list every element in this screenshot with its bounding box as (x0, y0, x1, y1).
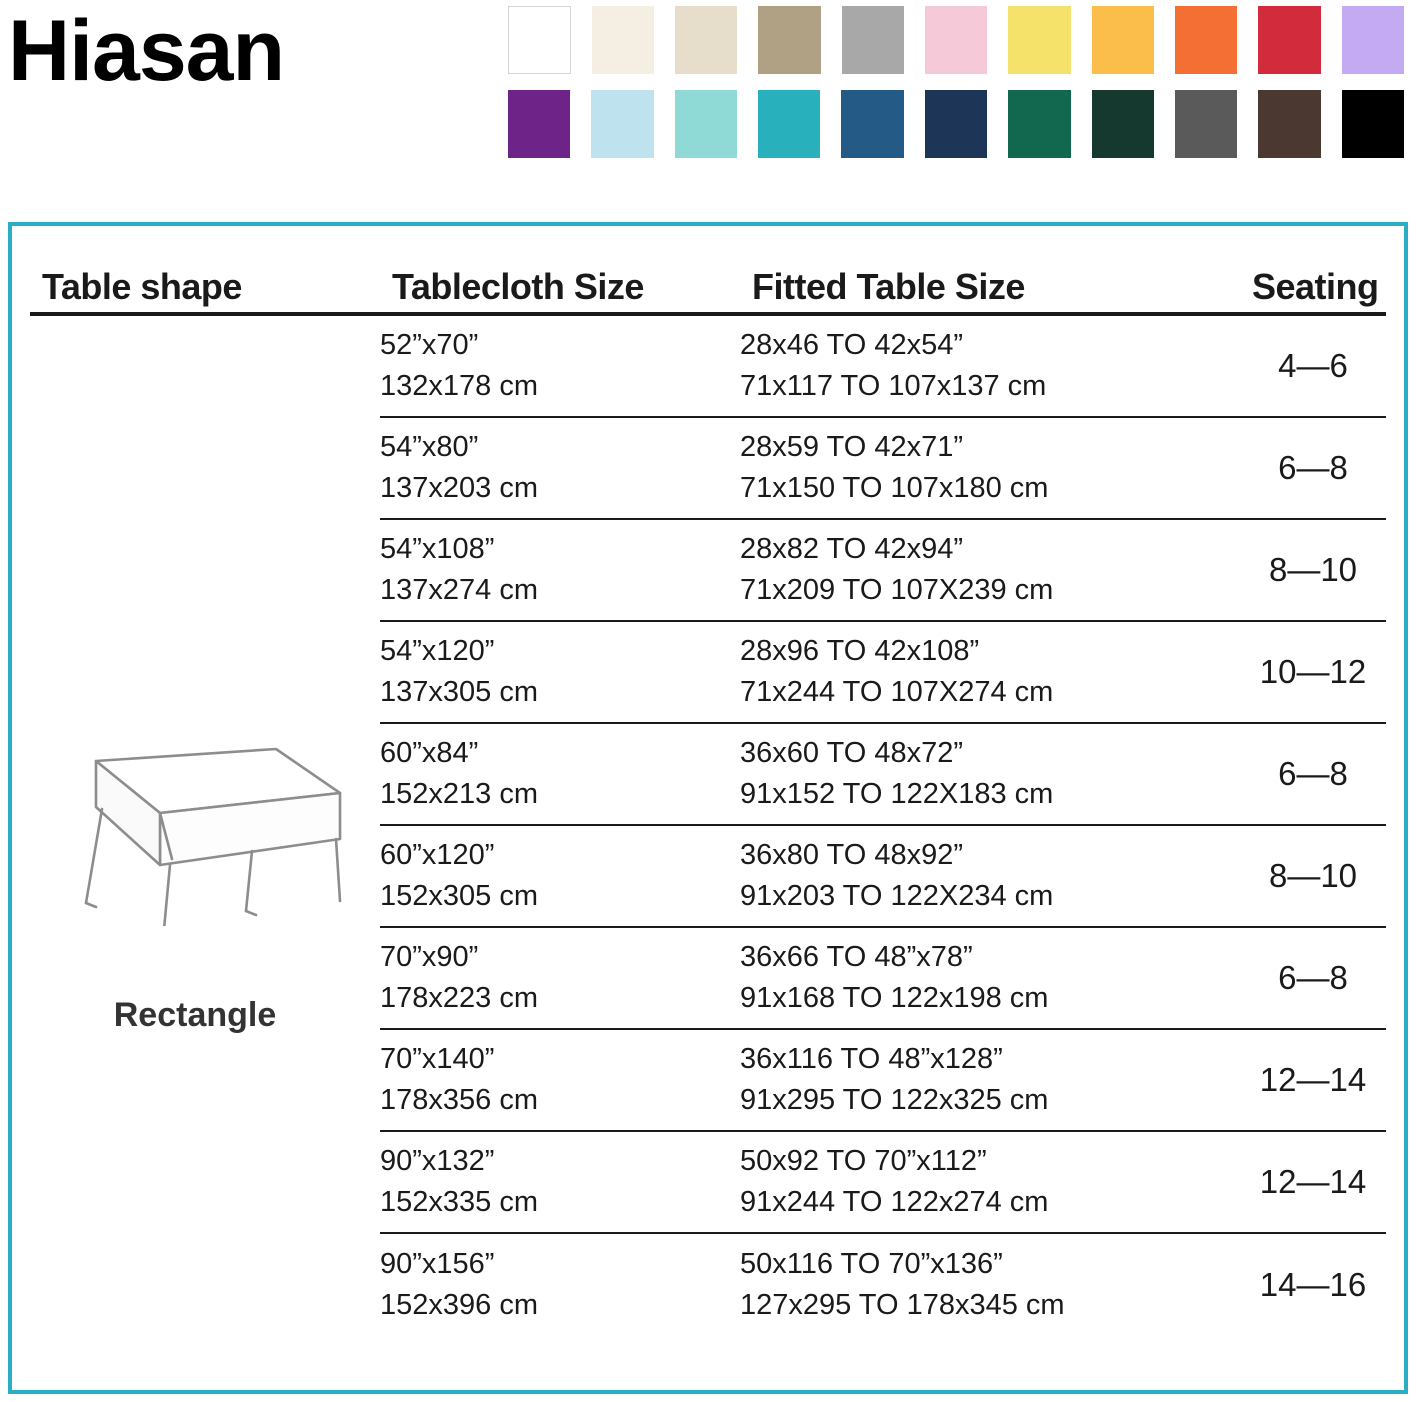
fitted-size-inches: 28x59 TO 42x71” (740, 430, 964, 463)
fitted-size-inches: 36x116 TO 48”x128” (740, 1042, 1003, 1075)
seating-value: 12—14 (1259, 1163, 1367, 1200)
swatch-orange[interactable] (1175, 6, 1237, 74)
swatch-teal[interactable] (758, 90, 820, 158)
cell-seating (1240, 1163, 1386, 1201)
seating-value: 10—12 (1259, 653, 1367, 690)
cell-fitted-table-size (740, 1141, 1240, 1223)
cloth-size-cm: 178x356 cm (380, 1084, 538, 1116)
cloth-size-cm: 152x213 cm (380, 778, 538, 810)
fitted-size-inches: 36x66 TO 48”x78” (740, 940, 973, 973)
cell-tablecloth-size (380, 1039, 740, 1121)
cloth-size-inches: 54”x108” (380, 532, 495, 565)
cell-tablecloth-size (380, 427, 740, 509)
table-body (30, 316, 1386, 1336)
fitted-size-inches: 36x80 TO 48x92” (740, 838, 964, 871)
brand-logo: Hiasan (8, 3, 285, 99)
swatch-emerald[interactable] (1008, 90, 1070, 158)
cell-seating (1240, 347, 1386, 385)
seating-value: 6—8 (1278, 755, 1348, 792)
table-row (380, 1132, 1386, 1234)
cloth-size-inches: 54”x120” (380, 634, 495, 667)
swatch-red[interactable] (1258, 6, 1320, 74)
cell-fitted-table-size (740, 529, 1240, 611)
swatch-gray[interactable] (842, 6, 904, 74)
rectangle-table-icon (40, 741, 360, 926)
fitted-size-cm: 71x244 TO 107X274 cm (740, 676, 1054, 708)
seating-value: 8—10 (1268, 551, 1358, 588)
column-header-table-shape: Table shape (42, 266, 242, 307)
cloth-size-cm: 152x335 cm (380, 1186, 538, 1218)
fitted-size-inches: 36x60 TO 48x72” (740, 736, 964, 769)
seating-value: 6—8 (1278, 959, 1348, 996)
cell-tablecloth-size (380, 835, 740, 917)
swatch-brown[interactable] (1258, 90, 1320, 158)
table-row (380, 928, 1386, 1030)
fitted-size-inches: 28x96 TO 42x108” (740, 634, 980, 667)
swatch-purple[interactable] (508, 90, 570, 158)
fitted-size-cm: 91x244 TO 122x274 cm (740, 1186, 1049, 1218)
cell-fitted-table-size (740, 631, 1240, 713)
cell-tablecloth-size (380, 325, 740, 407)
cell-seating (1240, 653, 1386, 691)
seating-value: 4—6 (1278, 347, 1348, 384)
cell-tablecloth-size (380, 529, 740, 611)
swatch-taupe[interactable] (758, 6, 820, 74)
table-shape-label: Rectangle (113, 996, 277, 1034)
swatch-black[interactable] (1342, 90, 1404, 158)
fitted-size-inches: 28x82 TO 42x94” (740, 532, 964, 565)
cell-seating (1240, 1061, 1386, 1099)
page-header (0, 0, 1416, 182)
table-row (380, 1234, 1386, 1336)
swatch-light-blue[interactable] (591, 90, 653, 158)
fitted-size-cm: 71x150 TO 107x180 cm (740, 472, 1049, 504)
seating-value: 12—14 (1259, 1061, 1367, 1098)
cell-seating (1240, 1266, 1386, 1304)
swatch-navy[interactable] (925, 90, 987, 158)
cloth-size-inches: 90”x156” (380, 1247, 495, 1280)
swatch-ivory[interactable] (592, 6, 654, 74)
swatch-pink[interactable] (925, 6, 987, 74)
cloth-size-cm: 178x223 cm (380, 982, 538, 1014)
cloth-size-inches: 52”x70” (380, 328, 479, 361)
cell-fitted-table-size (740, 1039, 1240, 1121)
cell-fitted-table-size (740, 937, 1240, 1019)
fitted-size-cm: 127x295 TO 178x345 cm (740, 1289, 1065, 1321)
swatch-yellow[interactable] (1008, 6, 1070, 74)
color-swatch-grid (508, 6, 1404, 174)
cell-fitted-table-size (740, 733, 1240, 815)
column-header-tablecloth-size: Tablecloth Size (392, 266, 644, 307)
swatch-aqua[interactable] (675, 90, 737, 158)
cloth-size-inches: 54”x80” (380, 430, 479, 463)
cell-fitted-table-size (740, 427, 1240, 509)
cloth-size-cm: 132x178 cm (380, 370, 538, 402)
fitted-size-inches: 50x92 TO 70”x112” (740, 1144, 987, 1177)
seating-value: 14—16 (1259, 1266, 1367, 1303)
swatch-gold[interactable] (1092, 6, 1154, 74)
swatch-dark-green[interactable] (1092, 90, 1154, 158)
fitted-size-cm: 71x209 TO 107X239 cm (740, 574, 1054, 606)
cell-seating (1240, 755, 1386, 793)
seating-value: 8—10 (1268, 857, 1358, 894)
cell-seating (1240, 857, 1386, 895)
seating-value: 6—8 (1278, 449, 1348, 486)
cell-tablecloth-size (380, 1244, 740, 1326)
cell-tablecloth-size (380, 733, 740, 815)
fitted-size-cm: 71x117 TO 107x137 cm (740, 370, 1047, 402)
swatch-beige[interactable] (675, 6, 737, 74)
swatch-row-1 (508, 6, 1404, 74)
cloth-size-cm: 137x203 cm (380, 472, 538, 504)
cloth-size-inches: 70”x90” (380, 940, 479, 973)
cloth-size-cm: 152x396 cm (380, 1289, 538, 1321)
swatch-denim-blue[interactable] (841, 90, 903, 158)
table-rows (380, 316, 1386, 1336)
cell-fitted-table-size (740, 835, 1240, 917)
table-row (380, 622, 1386, 724)
fitted-size-cm: 91x168 TO 122x198 cm (740, 982, 1049, 1014)
cloth-size-inches: 60”x120” (380, 838, 495, 871)
table-row (380, 316, 1386, 418)
cell-tablecloth-size (380, 631, 740, 713)
table-row (380, 1030, 1386, 1132)
cell-seating (1240, 959, 1386, 997)
swatch-white[interactable] (508, 6, 571, 74)
cloth-size-cm: 152x305 cm (380, 880, 538, 912)
fitted-size-inches: 28x46 TO 42x54” (740, 328, 964, 361)
cloth-size-inches: 60”x84” (380, 736, 479, 769)
column-header-fitted-table-size: Fitted Table Size (752, 266, 1025, 307)
column-header-seating: Seating (1252, 266, 1379, 307)
cell-fitted-table-size (740, 1244, 1240, 1326)
fitted-size-inches: 50x116 TO 70”x136” (740, 1247, 1003, 1280)
swatch-lavender[interactable] (1342, 6, 1404, 74)
fitted-size-cm: 91x295 TO 122x325 cm (740, 1084, 1049, 1116)
fitted-size-cm: 91x203 TO 122X234 cm (740, 880, 1054, 912)
cloth-size-cm: 137x274 cm (380, 574, 538, 606)
cloth-size-inches: 70”x140” (380, 1042, 495, 1075)
swatch-row-2 (508, 90, 1404, 158)
cell-seating (1240, 449, 1386, 487)
size-chart-card (8, 222, 1408, 1394)
cell-fitted-table-size (740, 325, 1240, 407)
swatch-charcoal[interactable] (1175, 90, 1237, 158)
table-row (380, 520, 1386, 622)
cell-tablecloth-size (380, 937, 740, 1019)
cell-seating (1240, 551, 1386, 589)
cell-tablecloth-size (380, 1141, 740, 1223)
table-header-row (30, 244, 1386, 316)
table-row (380, 724, 1386, 826)
cloth-size-cm: 137x305 cm (380, 676, 538, 708)
fitted-size-cm: 91x152 TO 122X183 cm (740, 778, 1054, 810)
table-row (380, 418, 1386, 520)
cloth-size-inches: 90”x132” (380, 1144, 495, 1177)
table-shape-column (30, 316, 380, 1336)
table-row (380, 826, 1386, 928)
